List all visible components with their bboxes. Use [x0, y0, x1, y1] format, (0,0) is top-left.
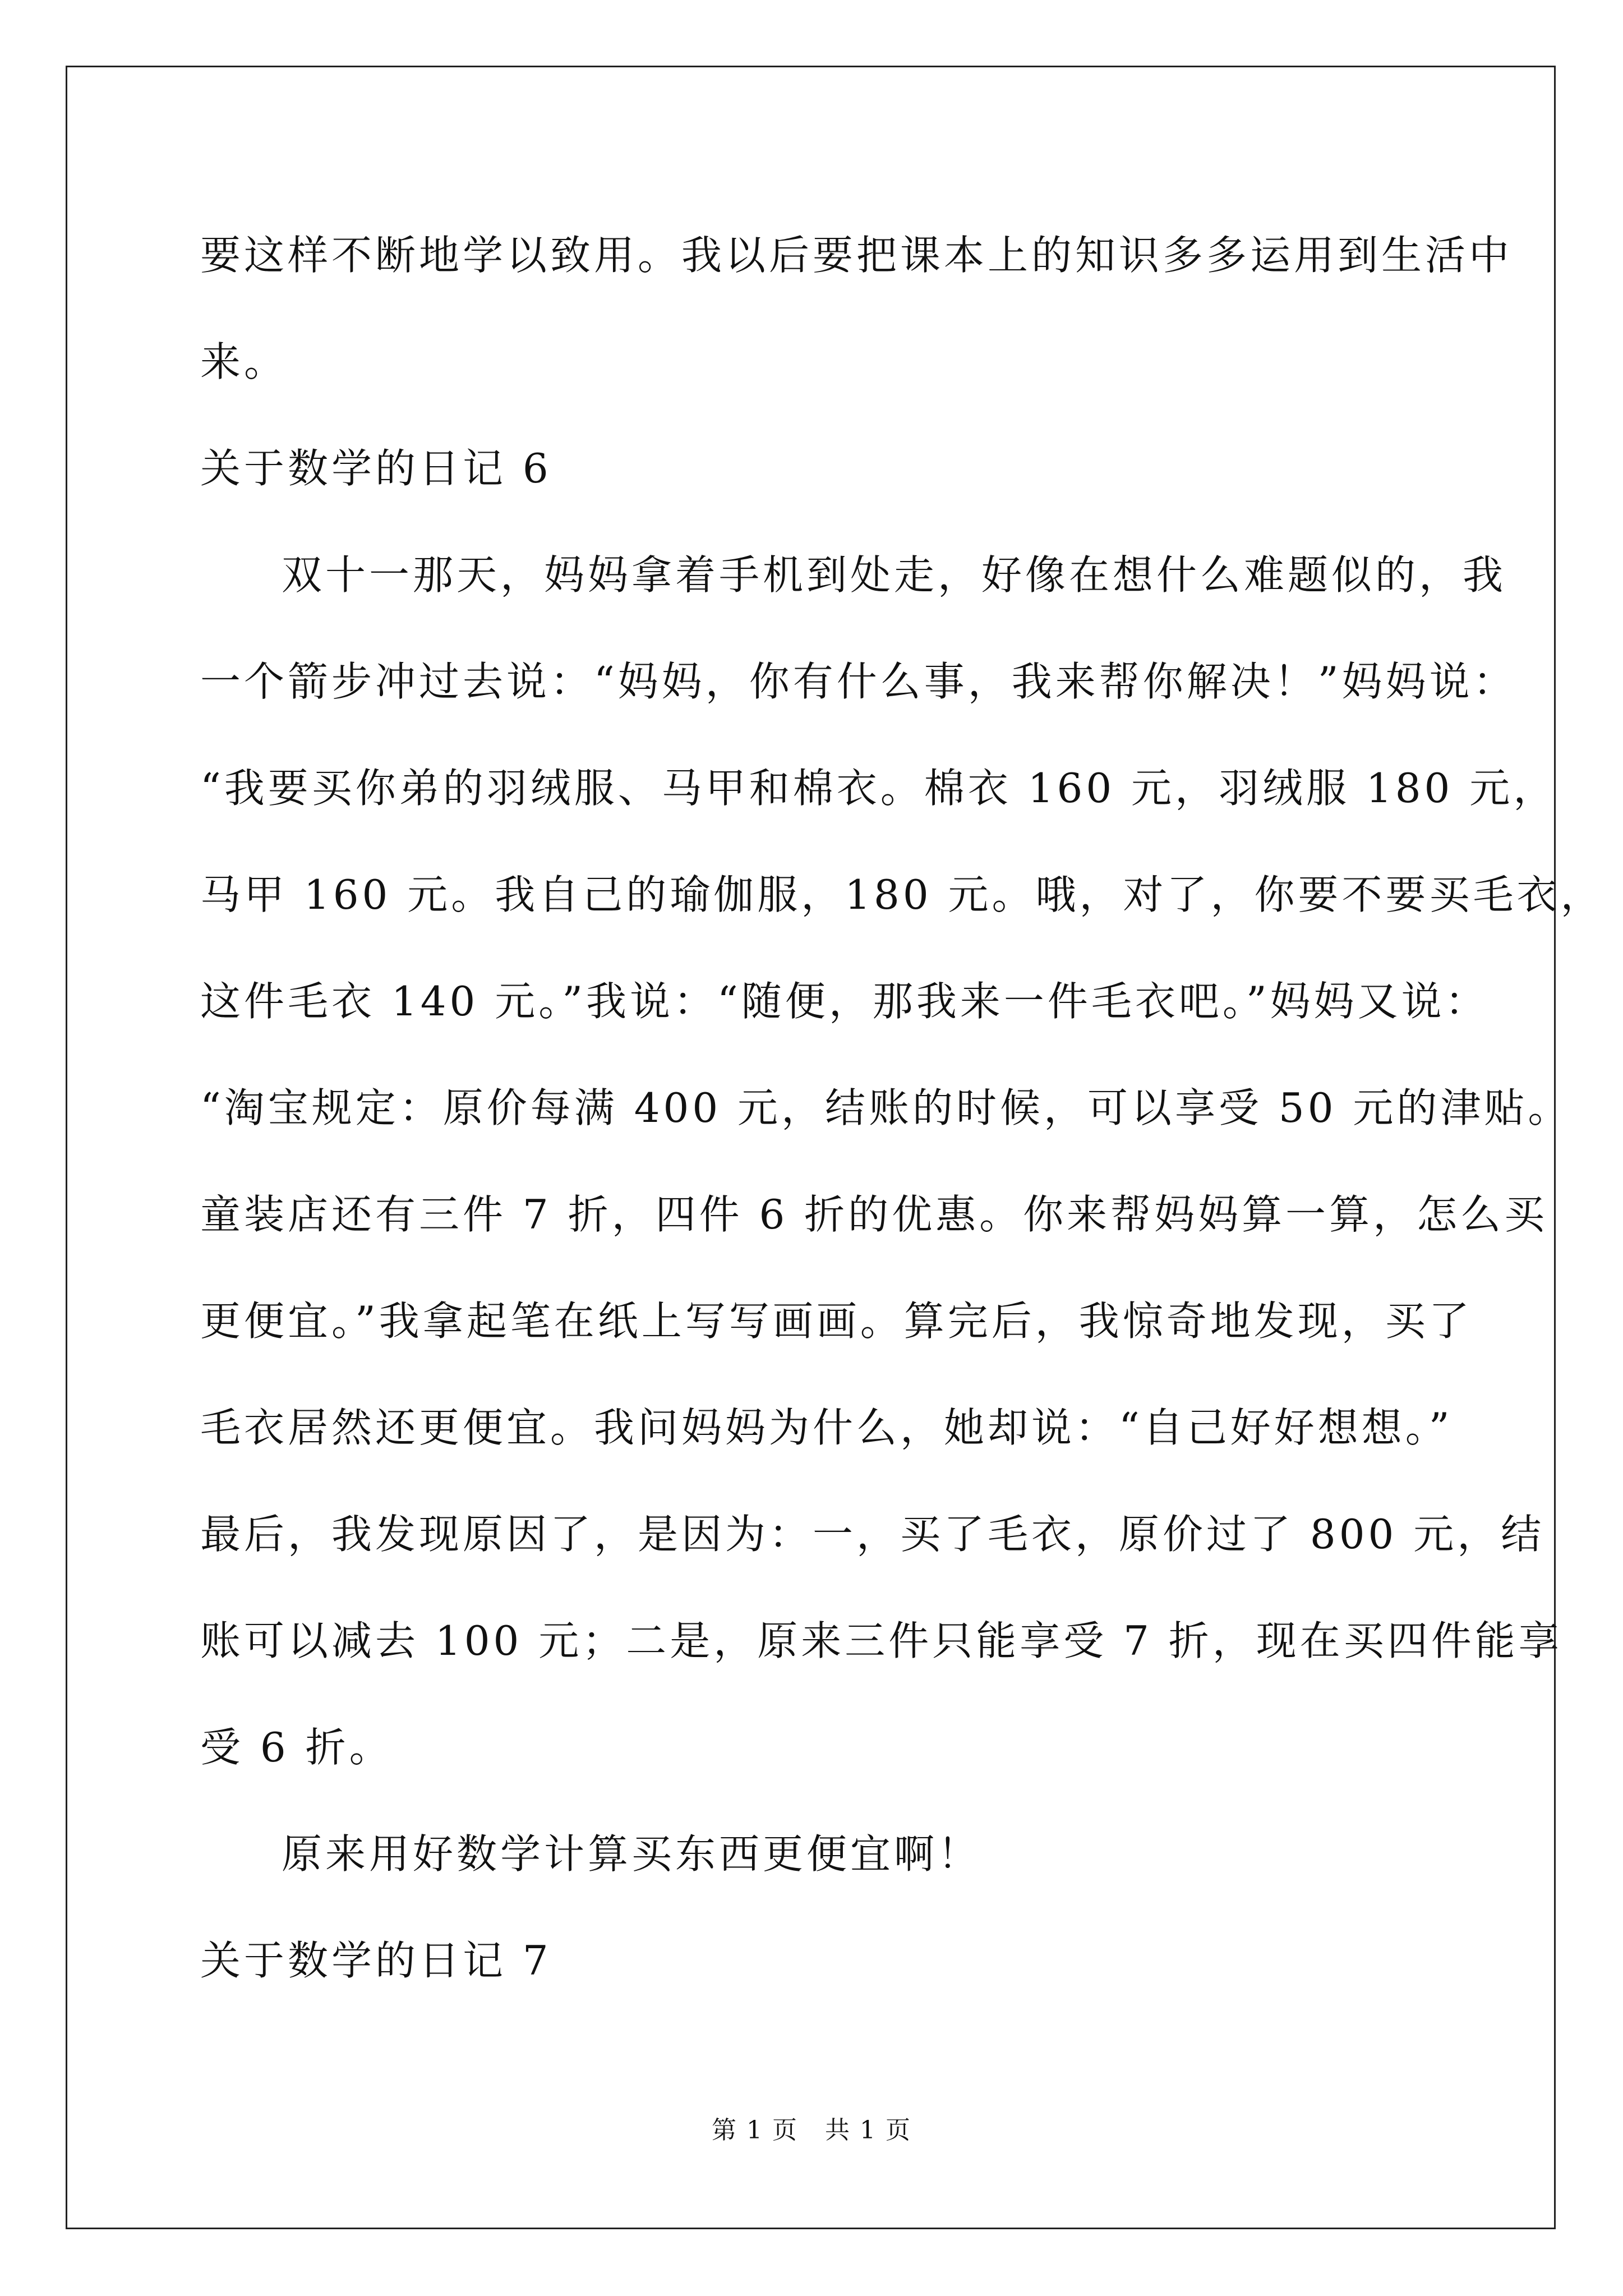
- text-line: 来。: [200, 338, 288, 385]
- text-line: 童装店还有三件 7 折，四件 6 折的优惠。你来帮妈妈算一算，怎么买: [200, 1191, 1548, 1238]
- text-line: 受 6 折。: [200, 1724, 393, 1771]
- paragraph-start-line: 原来用好数学计算买东西更便宜啊！: [282, 1830, 982, 1878]
- text-line: 更便宜。”我拿起笔在纸上写写画画。算完后，我惊奇地发现，买了: [200, 1297, 1473, 1345]
- document-body: [200, 202, 1604, 2014]
- section-heading: 关于数学的日记 7: [200, 1937, 552, 1984]
- text-line: 这件毛衣 140 元。”我说：“随便，那我来一件毛衣吧。”妈妈又说：: [200, 978, 1489, 1025]
- page-footer: 第 1 页 共 1 页: [712, 2116, 911, 2145]
- text-line: 最后，我发现原因了，是因为：一，买了毛衣，原价过了 800 元，结: [200, 1511, 1545, 1558]
- paragraph-start-line: 双十一那天，妈妈拿着手机到处走，好像在想什么难题似的，我: [282, 551, 1507, 599]
- text-line: “我要买你弟的羽绒服、马甲和棉衣。棉衣 160 元，羽绒服 180 元，: [200, 765, 1557, 812]
- text-line: “淘宝规定：原价每满 400 元，结账的时候，可以享受 50 元的津贴。: [200, 1084, 1572, 1131]
- text-line: 毛衣居然还更便宜。我问妈妈为什么，她却说：“自己好好想想。”: [200, 1404, 1453, 1451]
- section-heading: 关于数学的日记 6: [200, 445, 552, 492]
- text-line: 要这样不断地学以致用。我以后要把课本上的知识多多运用到生活中: [200, 232, 1513, 279]
- text-line: 账可以减去 100 元；二是，原来三件只能享受 7 折，现在买四件能享: [200, 1617, 1562, 1664]
- text-line: 一个箭步冲过去说：“妈妈，你有什么事，我来帮你解决！”妈妈说：: [200, 658, 1517, 705]
- text-line: 马甲 160 元。我自己的瑜伽服，180 元。哦，对了，你要不要买毛衣，: [200, 871, 1604, 918]
